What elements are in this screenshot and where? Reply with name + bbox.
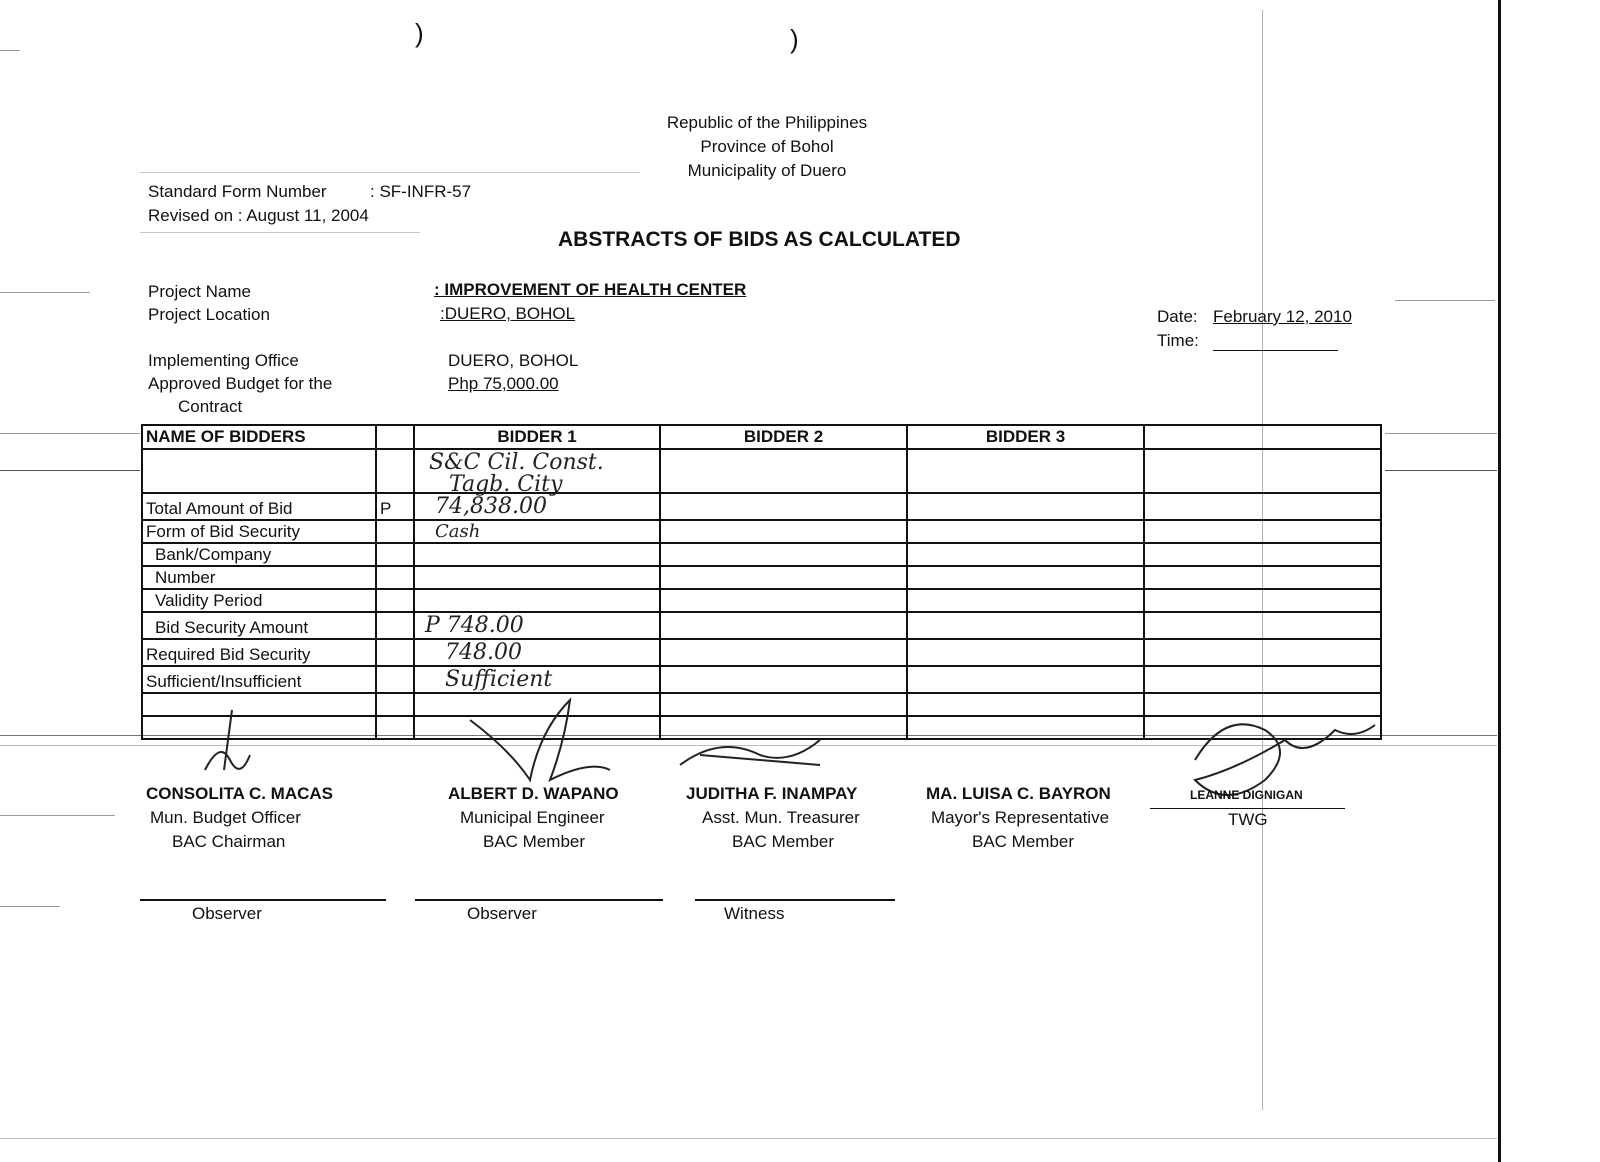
signatory-1-role: Mun. Budget Officer (150, 808, 301, 827)
bidder1-security-amount: P 748.00 (414, 612, 660, 639)
row-label: Bid Security Amount (142, 612, 376, 639)
time-blank-line (1213, 350, 1338, 351)
signatory-4-name: MA. LUISA C. BAYRON (926, 784, 1111, 803)
project-location-value: :DUERO, BOHOL (440, 304, 576, 323)
row-label: Bank/Company (142, 543, 376, 566)
table-header-row (142, 425, 1381, 449)
bidder1-bank (414, 543, 660, 566)
signatory-2-sub: BAC Member (483, 832, 586, 851)
table-row (142, 566, 1381, 589)
observer-2-line (415, 899, 663, 901)
row-label: Required Bid Security (142, 639, 376, 666)
header-name-of-bidders: NAME OF BIDDERS (142, 425, 376, 449)
form-number-value: : SF-INFR-57 (370, 182, 472, 201)
bidder1-form-of-security: Cash (414, 520, 660, 543)
observer-1-label: Observer (192, 904, 262, 923)
implementing-office-label: Implementing Office (148, 351, 299, 370)
budget-label-contract: Contract (178, 397, 243, 416)
form-revised: Revised on : August 11, 2004 (148, 206, 369, 225)
scan-noise (0, 433, 140, 434)
budget-value: Php 75,000.00 (448, 374, 559, 393)
witness-line (695, 899, 895, 901)
header-bidder-1: BIDDER 1 (414, 425, 660, 449)
bidder1-name-handwritten: S&C Cil. Const. (429, 450, 604, 475)
scan-noise (140, 232, 420, 233)
row-label: Number (142, 566, 376, 589)
scan-right-edge (1498, 0, 1501, 1162)
signatory-5-line (1150, 808, 1345, 809)
document-title: ABSTRACTS OF BIDS AS CALCULATED (558, 228, 961, 251)
row-label: Validity Period (142, 589, 376, 612)
signatory-2-role: Municipal Engineer (460, 808, 605, 827)
row-label: Sufficient/Insufficient (142, 666, 376, 693)
row-label: Form of Bid Security (142, 520, 376, 543)
project-location-label: Project Location (148, 305, 270, 324)
signatory-5-name: LEANNE DIGNIGAN (1190, 788, 1303, 802)
bidder1-validity (414, 589, 660, 612)
bidder1-sufficiency: Sufficient (414, 666, 660, 693)
observer-1-line (140, 899, 386, 901)
scan-mark: ) (790, 24, 799, 54)
signatory-4-sub: BAC Member (972, 832, 1075, 851)
scan-mark: ) (415, 18, 424, 48)
scan-noise (0, 470, 140, 471)
table-row (142, 543, 1381, 566)
scan-noise (0, 292, 90, 293)
table-row (142, 589, 1381, 612)
signatory-5-role: TWG (1228, 810, 1268, 829)
scan-noise (1395, 300, 1495, 301)
row-prefix: P (376, 493, 414, 520)
signature-macas (205, 710, 250, 770)
table-row (142, 612, 1381, 639)
table-row (142, 520, 1381, 543)
signatory-2-name: ALBERT D. WAPANO (448, 784, 619, 803)
scan-noise (1385, 470, 1497, 471)
bidder1-location-handwritten: Tagb. City (449, 472, 563, 497)
header-extra (1144, 425, 1381, 449)
table-row-bidder-name (142, 449, 1381, 493)
table-row (142, 666, 1381, 693)
signature-inampay (680, 740, 820, 765)
bidder1-required-security: 748.00 (414, 639, 660, 666)
header-bidder-2: BIDDER 2 (660, 425, 907, 449)
bidder1-number (414, 566, 660, 589)
scan-noise (0, 50, 20, 51)
signature-wapano (470, 700, 610, 780)
bidder1-total-amount: 74,838.00 (414, 493, 660, 520)
signatory-3-name: JUDITHA F. INAMPAY (686, 784, 858, 803)
project-name-value: : IMPROVEMENT OF HEALTH CENTER (434, 280, 747, 299)
table-row (142, 493, 1381, 520)
project-name-label: Project Name (148, 282, 251, 301)
witness-label: Witness (724, 904, 785, 923)
date-label: Date: (1157, 307, 1198, 326)
header-bidder-3: BIDDER 3 (907, 425, 1144, 449)
form-number-label: Standard Form Number (148, 182, 327, 201)
signatory-3-role: Asst. Mun. Treasurer (702, 808, 860, 827)
implementing-office-value: DUERO, BOHOL (448, 351, 579, 370)
header-spacer (376, 425, 414, 449)
header-municipality: Municipality of Duero (687, 161, 847, 180)
table-row (142, 639, 1381, 666)
scan-noise (0, 1138, 1497, 1139)
row-label: Total Amount of Bid (142, 493, 376, 520)
date-value: February 12, 2010 (1213, 307, 1352, 326)
signatory-1-sub: BAC Chairman (172, 832, 286, 851)
header-province: Province of Bohol (700, 137, 834, 156)
budget-label: Approved Budget for the (148, 374, 333, 393)
header-country: Republic of the Philippines (666, 113, 868, 132)
observer-2-label: Observer (467, 904, 537, 923)
signatory-4-role: Mayor's Representative (931, 808, 1110, 827)
signatory-3-sub: BAC Member (732, 832, 835, 851)
time-label: Time: (1157, 331, 1199, 350)
signature-dignigan (1195, 724, 1375, 795)
scan-noise (1385, 433, 1497, 434)
signatory-1-name: CONSOLITA C. MACAS (146, 784, 333, 803)
